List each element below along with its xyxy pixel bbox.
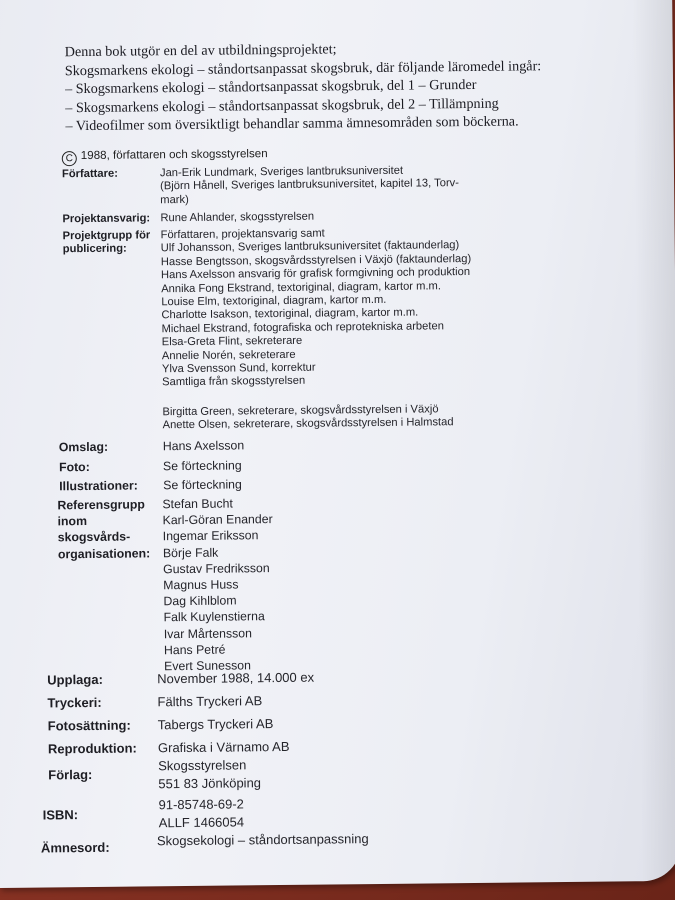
upplaga-label: Upplaga: [47,671,103,688]
referensgrupp-name: Börje Falk [162,545,219,560]
referensgrupp-name: Evert Sunesson [164,658,251,674]
projektgrupp-members [161,226,473,390]
referensgrupp-name: Stefan Bucht [162,496,233,512]
referensgrupp-name: Karl-Göran Enander [162,512,273,528]
referensgrupp-label-line: skogsvårds- [57,529,131,545]
foto-value: Se förteckning [162,458,242,474]
tryckeri-value: Fälths Tryckeri AB [157,693,263,710]
intro-paragraph [65,38,542,135]
forfattare-label: Författare: [61,167,118,181]
isbn-line: ALLF 1466054 [158,813,245,830]
omslag-value: Hans Axelsson [162,438,245,454]
projektgrupp-line: Hasse Bengtsson, skogsvårdsstyrelsen i Växjö (faktaunderlag) [160,252,472,269]
forlag-line: Skogsstyrelsen [158,757,247,774]
projektgrupp-line: Annelie Norén, sekreterare [161,348,296,362]
fotosattning-label: Fotosättning: [47,717,131,734]
projektgrupp-line: Louise Elm, textoriginal, diagram, kartor m.m. [161,293,387,309]
illustrationer-value: Se förteckning [163,477,242,493]
isbn-line: 91-85748-69-2 [158,796,244,813]
forfattare-value [160,164,459,207]
referensgrupp-label-line: organisationen: [57,545,151,561]
referensgrupp-name: Ingemar Eriksson [162,528,259,544]
projektgrupp-line: Samtliga från skogsstyrelsen [162,375,306,389]
forfattare-line: Jan-Erik Lundmark, Sveriges lantbruksuniversitet [159,164,404,180]
projektgrupp-line: Författaren, projektansvarig samt [160,227,325,242]
projektgrupp-line: Hans Axelsson ansvarig för grafisk formgivning och produktion [160,266,471,282]
amnesord-value: Skogsekologi – ståndortsanpassning [156,831,369,849]
page-curl-shadow [632,0,675,881]
referensgrupp-label-line: Referensgrupp [57,497,145,513]
amnesord-label: Ämnesord: [40,839,110,856]
copyright-text: 1988, författaren och skogsstyrelsen [80,147,268,163]
tryckeri-label: Tryckeri: [47,694,102,711]
forlag-value [158,756,261,792]
referensgrupp-names [162,495,274,674]
projektgrupp-line: Ylva Svensson Sund, korrektur [161,361,316,376]
reproduktion-label: Reproduktion: [47,740,137,757]
projektgrupp-label-line: publicering: [62,242,127,256]
projektgrupp-extra-line: Birgitta Green, sekreterare, skogsvårdsstyrelsen i Växjö [162,403,439,419]
forlag-line: 551 83 Jönköping [158,774,262,791]
referensgrupp-name: Gustav Fredriksson [163,560,270,577]
projektgrupp-line: Elsa-Greta Flint, sekreterare [161,335,303,349]
projektansvarig-value: Rune Ahlander, skogsstyrelsen [160,210,315,225]
intro-line: – Skogsmarkens ekologi – ståndortsanpassat skogsbruk, del 2 – Tillämpning [65,95,499,116]
intro-line: Skogsmarkens ekologi – ståndortsanpassat skogsbruk, där följande läromedel ingår: [64,57,542,79]
isbn-value [158,795,244,831]
reproduktion-value: Grafiska i Värnamo AB [157,738,290,756]
projektgrupp-line: Annika Fong Ekstrand, textoriginal, diagram, kartor m.m. [161,279,442,295]
copyright-icon: C [62,151,77,166]
referensgrupp-label [57,496,150,562]
referensgrupp-name: Hans Petré [163,642,226,658]
referensgrupp-label-line: inom [57,514,88,529]
forlag-label: Förlag: [48,766,93,783]
intro-line: Denna bok utgör en del av utbildningsprojektet; [64,41,337,61]
referensgrupp-name: Dag Kihlblom [163,593,237,609]
isbn-label: ISBN: [42,807,79,823]
referensgrupp-name: Ivar Mårtensson [163,625,253,641]
projektgrupp-line: Charlotte Isakson, textoriginal, diagram, kartor m.m. [161,306,419,322]
fotosattning-value: Tabergs Tryckeri AB [157,716,274,733]
projektgrupp-label [63,229,151,257]
referensgrupp-name: Falk Kuylenstierna [163,609,265,625]
projektgrupp-label-line: Projektgrupp för [62,229,151,243]
forfattare-line: (Björn Hånell, Sveriges lantbruksuniversitet, kapitel 13, Torv- [160,177,460,193]
intro-line: – Skogsmarkens ekologi – ståndortsanpassat skogsbruk, del 1 – Grunder [64,76,477,98]
projektansvarig-label: Projektansvarig: [62,212,151,226]
copyright-line [62,147,268,166]
projektgrupp-line: Michael Ekstrand, fotografiska och reprotekniska arbeten [161,320,444,336]
projektgrupp-extra-line: Anette Olsen, sekreterare, skogsvårdsstyrelsen i Halmstad [162,416,454,432]
intro-line: – Videofilmer som översiktligt behandlar samma ämnesområden som böckerna. [65,113,519,135]
upplaga-value: November 1988, 14.000 ex [157,669,315,687]
projektgrupp-extra [162,403,453,433]
omslag-label: Omslag: [58,439,109,455]
illustrationer-label: Illustrationer: [59,478,138,494]
foto-label: Foto: [58,459,90,475]
projektgrupp-line: Ulf Johansson, Sveriges lantbruksuniversitet (faktaunderlag) [160,239,460,255]
forfattare-line: mark) [160,193,189,207]
referensgrupp-name: Magnus Huss [163,577,239,593]
